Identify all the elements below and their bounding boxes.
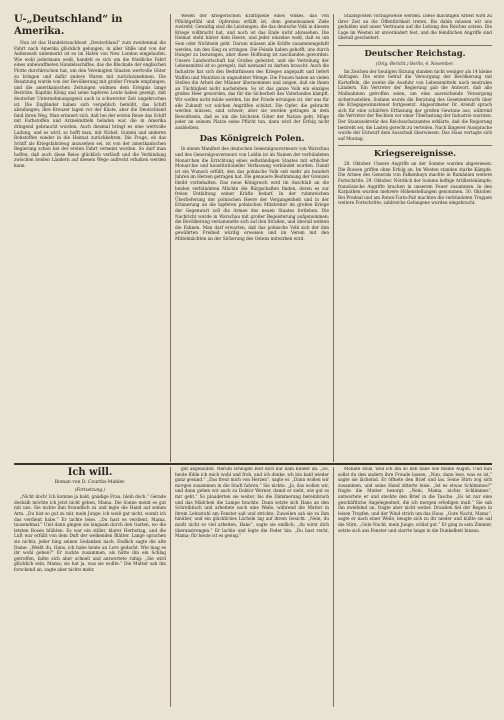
column-rule xyxy=(333,467,334,707)
kriegsereignisse-title: Kriegsereignisse. xyxy=(373,149,457,160)
serial-text: Monate stolz, weil ich ihn so lieb habe wie meine Augen. Und nun sollst du den andern ihre Freude lassen. „Nun, dann lese, was es ist,“ sagte sie lächelnd. Er öffnete den Brief und las. Seine Stirn zog sich zusammen, und seine Hand zitterte leise. „Ist es etwas Schlimmes?“ fragte die Mutter besorgt. „Nein, Mama, nichts Schlimmes“, antwortete er und steckte den Brief in die Tasche. „Es ist nur eine geschäftliche Angelegenheit, die ich morgen erledigen muß.“ Sie sah ihn zweifelnd an, fragte aber nicht weiter. Draußen fiel der Regen in leisen Tropfen, und der Wind strich um das Haus. „Gute Nacht, Mama“, sagte er nach einer Weile, beugte sich zu ihr nieder und küßte sie auf die Stirn. „Gute Nacht, mein Junge; schlaf gut.“ Er ging in sein Zimmer, setzte sich ans Fenster und starrte lange in die Dunkelheit hinaus. xyxy=(338,467,492,534)
reichstag-dateline: (Orig.-Bericht.) Berlin, 4. November. xyxy=(376,61,454,67)
section-rule xyxy=(338,45,492,46)
serial-column-2 xyxy=(175,467,329,707)
serial-subline: (Fortsetzung.) xyxy=(74,487,106,493)
serial-text: „Nicht doch! Ich komme ja bald, gnädige Frau, bleib doch.“ Gerade deshalb möchte ich jetzt nicht gehen, Mama. Die Sonne meint es gut mit uns. Sie nickte ihm freundlich zu und legte die Hand auf seinen Arm. „Du bist so gut zu mir, mein Junge; ich weiß gar nicht, womit ich das verdient habe.“ Er lachte leise. „Du hast es verdient, Mama, tausendmal.“ Und dann gingen sie langsam durch den Garten, wo die letzten Rosen blühten. Es war ein stiller, klarer Herbsttag, und die Luft war erfüllt von dem Duft der welkenden Blätter. Lange sprachen sie nichts; jeder hing seinen Gedanken nach. Endlich sagte die alte Dame: „Weißt du, Hans, ich habe heute an Lore gedacht. Wie mag es ihr wohl gehen?“ Er zuckte zusammen, als hätte ihn ein Schlag getroffen, faßte sich aber schnell und antwortete ruhig: „Sie wird glücklich sein, Mama; sie hat ja, was sie wollte.“ Die Mutter sah ihn forschend an, sagte aber nichts mehr. xyxy=(14,495,166,573)
column-rule xyxy=(333,14,334,462)
article-right xyxy=(338,14,492,460)
serial-column-1 xyxy=(14,467,166,707)
kriegsereignisse-body: 28. Oktober. Unsere Angriffe an der Somme wurden abgewiesen. Die Russen griffen ohne Erfolg an. Im Westen standen starke Kämpfe. Die Armee des Generals von Falkenhayn machte in Rumänien weitere Fortschritte. 29. Oktober. Nördlich der Somme heftige Artilleriekämpfe; französische Angriffe brachen in unserem Feuer zusammen. In den Karpathen wurden mehrere Höhenstellungen genommen. 30. Oktober. Bei Predeal und am Roten-Turm-Paß machten die verbündeten Truppen weitere Fortschritte; zahlreiche Gefangene wurden eingebracht. xyxy=(338,162,492,207)
feuilleton-divider xyxy=(14,463,492,465)
article-title-polen: Das Königreich Polen. xyxy=(199,134,305,145)
serial-title: Ich will. xyxy=(67,467,113,478)
article-body: Nun ist das Handelstauchboot „Deutschland“ zum zweitenmal die Fahrt nach Amerika glücklich gelungen, in aller Stille und von der Außenwelt unbemerkt ist es im Hafen von New London eingelaufen. Wie wohl jedermann weiß, handelt es sich um die friedliche Fahrt eines unbewaffneten Handelsschiffes, das die Blockade der englischen Flotte durchbrochen hat, um den Vereinigten Staaten wertvolle Güter zu bringen und dafür andere Waren mit zurückzunehmen. Die Besatzung wurde von der Bevölkerung mit großer Freude empfangen, und die amerikanischen Zeitungen widmen dem Ereignis lange Berichte. Kapitän König und seine tapferen Leute haben gezeigt, daß deutscher Unternehmungsgeist auch in schwerster Zeit ungebrochen ist. Die Engländer haben sich vergeblich bemüht, das Schiff abzufangen; ihre Kreuzer lagen vor der Küste, aber die Deutschland fand ihren Weg. Man erinnert sich, daß bei der ersten Reise das Schiff mit Farbstoffen und Arzneimitteln beladen war, die in Amerika dringend gebraucht wurden. Auch diesmal bringt es eine wertvolle Ladung, und es wird, so hofft man, mit Nickel, Gummi und anderen Rohstoffen wieder in die Heimat zurückkehren. Die Frage, ob das Schiff als Kriegsfahrzeug anzusehen sei, ist von der amerikanischen Regierung schon bei der ersten Fahrt verneint worden. So darf man hoffen, daß auch diese Reise glücklich verläuft und die Verbindung zwischen beiden Ländern auf diesem Wege aufrecht erhalten werden kann. xyxy=(14,41,166,170)
article-body: Wesen der kriegerischen Kraftquelle eines Volkes, das von Pflichtgefühl und Opfersinn erfüllt ist, dem gemeinsamen Ziele zustrebt. Gewaltig sind die Leistungen, die das deutsche Volk in diesem Kriege vollbracht hat, und noch ist das Ende nicht abzusehen. Die Heimat steht hinter dem Heere, und jeder einzelne weiß, daß es um Sein oder Nichtsein geht. Darum müssen alle Kräfte zusammengefaßt werden, um den Sieg zu erringen. Die Feinde haben gehofft, uns durch Hunger zu bezwingen, aber diese Hoffnung ist zuschanden geworden. Unsere Landwirtschaft hat Großes geleistet, und die Verteilung der Lebensmittel ist so geregelt, daß niemand zu darben braucht. Auch die Industrie hat sich den Bedürfnissen des Krieges angepaßt und liefert Waffen und Munition in ungeahnter Menge. Die Frauen haben an vielen Stellen die Arbeit der Männer übernommen und zeigen, daß sie ihnen an Tüchtigkeit nicht nachstehen. So ist das ganze Volk ein einziges großes Heer geworden, das für die Sicherheit des Vaterlandes kämpft. Wir wollen nicht müde werden, bis der Friede errungen ist, der uns für alle Zukunft vor solchen Angriffen schützt. Die Opfer, die gebracht werden müssen, sind schwer; aber sie werden getragen in dem Bewußtsein, daß es um die höchsten Güter der Nation geht. Möge jeder an seinem Platze seine Pflicht tun, dann wird der Erfolg nicht ausbleiben. xyxy=(175,14,329,131)
article-body-polen: In einem Manifest des deutschen Generalgouverneurs von Warschau und des Generalgouverneurs von Lublin ist im Namen der verbündeten Monarchen die Errichtung eines selbständigen Staates mit erblicher Monarchie und konstitutioneller Verfassung verkündet worden. Damit ist ein Wunsch erfüllt, den das polnische Volk seit mehr als hundert Jahren im Herzen getragen hat. Die genauere Bestimmung der Grenzen bleibt vorbehalten. Das neue Königreich wird im Anschluß an die beiden verbündeten Mächte die Bürgschaften finden, deren es zur freien Entfaltung seiner Kräfte bedarf. In der ruhmreichen Überlieferung der polnischen Heere der Vergangenheit und in der Erinnerung an die tapferen polnischen Mitstreiter im großen Kriege der Gegenwart soll die Armee des neuen Staates fortleben. Die Nachricht wurde in Warschau mit großer Begeisterung aufgenommen; die Bevölkerung versammelte sich auf den Straßen, und überall wehten die Fahnen. Man darf erwarten, daß das polnische Volk sich der ihm gewährten Freiheit würdig erweisen und im Verein mit den Mittelmächten an der Sicherung des Ostens mitwirken wird. xyxy=(175,147,329,242)
section-rule xyxy=(338,145,492,146)
reichstag-body: Im Zeichen der heutigen Sitzung standen nicht weniger als 14 kleine Anfragen. Die erste betraf die Versorgung der Bevölkerung mit Kartoffeln, die zweite die Ausfuhr von Lebensmitteln nach neutralen Ländern. Ein Vertreter der Regierung gab die Antwort, daß alle Maßnahmen getroffen seien, um eine ausreichende Versorgung sicherzustellen. Sodann wurde die Beratung des Gesetzentwurfs über die Kriegsgewinnsteuer fortgesetzt. Abgeordneter Dr. Arendt sprach sich für eine schärfere Erfassung der großen Gewinne aus, während die Vertreter der Rechten vor einer Überlastung der Industrie warnten. Der Staatssekretär des Reichsschatzamtes erklärte, daß die Regierung bestrebt sei, die Lasten gerecht zu verteilen. Nach längerer Aussprache wurde der Entwurf dem Ausschuß überwiesen. Das Haus vertagte sich auf Montag. xyxy=(338,69,492,142)
serial-byline: Roman von D. Courths-Mahler. xyxy=(54,480,126,485)
column-rule xyxy=(170,467,171,707)
serial-text: gut abgelaufen. Warum schlugen Rolf dich nur kam Kinder an. „So, heute fühle ich mich wohl und froh, und ich denke, ich bin bald wieder ganz gesund.“ „Das freut mich von Herzen“, sagte er. „Dann wollen wir morgen zusammen in die Stadt fahren.“ Sie nickte. „Ja, das wollen wir, und dann gehen wir auch zu Doktor Werner, damit er sieht, wie gut es mir geht.“ So plauderten sie weiter, bis die Dämmerung hereinbrach und das Mädchen die Lampe brachte. Dann setzte sich Hans an den Schreibtisch und arbeitete noch eine Weile, während die Mutter in ihrem Lehnstuhl am Fenster saß und strickte. Zuweilen sah sie zu ihm hinüber, und ein glückliches Lächeln lag auf ihrem Gesicht. „Nein, du mußt nicht so viel arbeiten, Hans“, sagte sie endlich; „du wirst dich überanstrengen.“ Er lachte und legte die Feder hin. „Du hast recht, Mama; für heute ist es genug.“ xyxy=(175,467,329,540)
article-title: U-„Deutschland“ in Amerika. xyxy=(14,14,123,37)
article-deutschland xyxy=(14,14,166,460)
column-rule xyxy=(170,14,171,462)
reichstag-title: Deutscher Reichstag. xyxy=(364,48,466,59)
serial-column-3 xyxy=(338,467,492,707)
article-center xyxy=(175,14,329,460)
article-body: Staatsposten vorzugsweise werden. Diese mächtigen Arbeit wird zu ihrer Zeit an die Öffentlichkeit treten. Bis dahin müssen wir uns gedulden und unser Vertrauen auf die Leitung des Reiches setzen. Die Lage im Westen ist unverändert fest, und die feindlichen Angriffe sind überall gescheitert. xyxy=(338,14,492,42)
